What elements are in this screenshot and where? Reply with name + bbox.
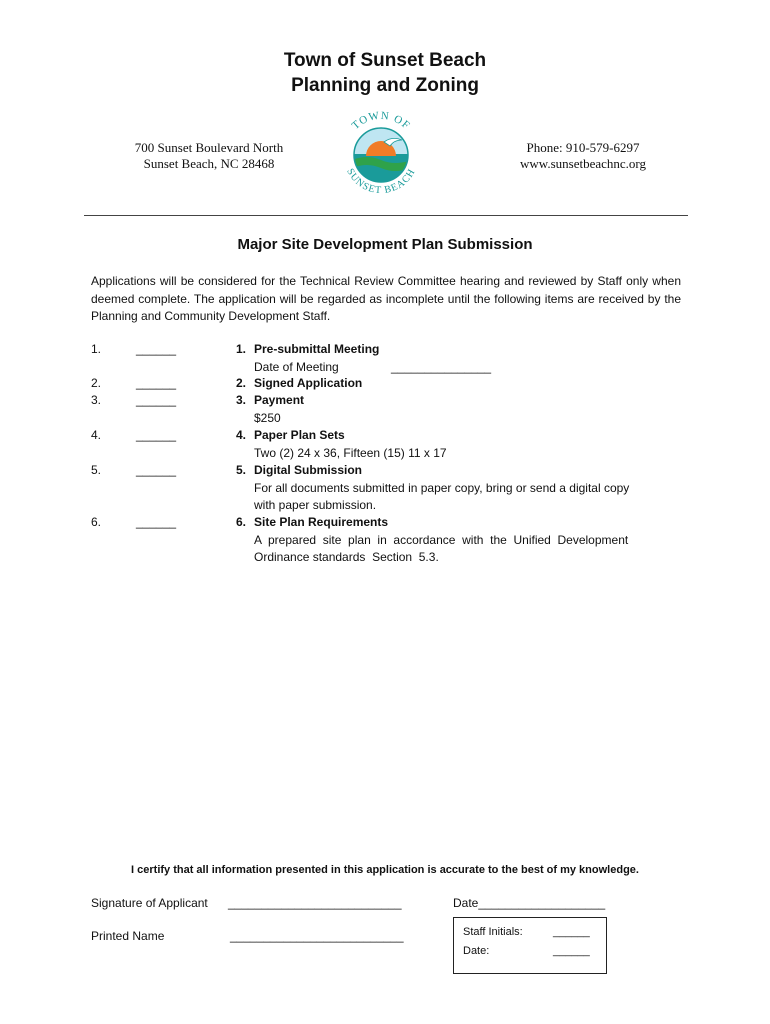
requirement-item-site-plan: [236, 514, 656, 567]
contact-block: [498, 140, 668, 172]
checklist-number: 2.: [91, 376, 102, 390]
title-line-2: Planning and Zoning: [291, 75, 479, 96]
logo-text-bottom: SUNSET BEACH: [344, 166, 418, 197]
item-number: 2.: [236, 376, 247, 390]
checklist-number: 5.: [91, 463, 102, 477]
address-block: [124, 140, 294, 172]
item-heading: Signed Application: [254, 376, 363, 390]
staff-date-label: Date:: [463, 945, 490, 957]
address-line-1: 700 Sunset Boulevard North: [134, 140, 284, 155]
address-line-2: Sunset Beach, NC 28468: [143, 156, 275, 171]
requirement-item-payment: [236, 392, 656, 427]
header-divider: [84, 215, 688, 216]
meeting-date-blank[interactable]: _______________: [391, 359, 492, 374]
item-number: 3.: [236, 393, 247, 407]
date-field[interactable]: ___________________: [478, 896, 606, 910]
checklist-number: 6.: [91, 515, 102, 529]
checklist-blank[interactable]: ______: [136, 376, 177, 390]
checklist-blank[interactable]: ______: [136, 463, 177, 477]
checklist-blank[interactable]: ______: [136, 428, 177, 442]
logo-text-top: TOWN OF: [349, 109, 413, 133]
item-heading: Site Plan Requirements: [254, 515, 389, 529]
intro-paragraph: Applications will be considered for the Technical Review Committee hearing and reviewed by Staff only when deemed complete. The application will be regarded as incomplete until the following items are received by the Planning and Community Development Staff.: [91, 274, 681, 323]
requirement-item-paper-plan-sets: [236, 427, 656, 462]
date-label: Date: [453, 896, 479, 910]
checklist-number: 3.: [91, 393, 102, 407]
town-seal-logo: [332, 102, 430, 206]
item-detail: Two (2) 24 x 36, Fifteen (15) 11 x 17: [254, 445, 447, 460]
item-detail-continued: Ordinance standards Section 5.3.: [254, 550, 439, 564]
checklist-blank[interactable]: ______: [136, 393, 177, 407]
phone-number: Phone: 910-579-6297: [526, 140, 640, 155]
item-heading: Pre-submittal Meeting: [254, 342, 380, 356]
staff-date-field[interactable]: ______: [553, 945, 590, 957]
item-number: 5.: [236, 463, 247, 477]
item-detail: A prepared site plan in accordance with the Unified Development: [254, 532, 629, 547]
staff-initials-field[interactable]: ______: [553, 926, 590, 938]
title-line-1: Town of Sunset Beach: [283, 50, 487, 71]
printed-name-field[interactable]: __________________________: [230, 929, 404, 943]
website-url: www.sunsetbeachnc.org: [520, 156, 646, 171]
checklist-number: 4.: [91, 428, 102, 442]
date-field-group: [453, 896, 605, 910]
requirement-item-pre-submittal: [236, 341, 656, 376]
item-number: 1.: [236, 342, 247, 356]
signature-label: Signature of Applicant: [91, 896, 208, 910]
certification-statement: I certify that all information presented in this application is accurate to the best of my knowledge.: [131, 864, 639, 876]
form-title: Major Site Development Plan Submission: [237, 236, 533, 253]
checklist-blank[interactable]: ______: [136, 342, 177, 356]
item-detail: $250: [254, 410, 281, 425]
item-detail: For all documents submitted in paper copy, bring or send a digital copy: [254, 480, 630, 495]
item-number: 6.: [236, 515, 247, 529]
item-heading: Digital Submission: [254, 463, 363, 477]
staff-initials-label: Staff Initials:: [463, 926, 523, 938]
item-detail: Date of Meeting: [254, 359, 339, 374]
item-heading: Paper Plan Sets: [254, 428, 345, 442]
item-heading: Payment: [254, 393, 305, 407]
printed-name-label: Printed Name: [91, 929, 165, 943]
item-detail-continued: with paper submission.: [254, 498, 377, 512]
requirement-item-signed-application: [236, 375, 656, 393]
checklist-number: 1.: [91, 342, 102, 356]
signature-field[interactable]: __________________________: [228, 896, 402, 910]
item-number: 4.: [236, 428, 247, 442]
checklist-blank[interactable]: ______: [136, 515, 177, 529]
requirement-item-digital-submission: [236, 462, 656, 515]
